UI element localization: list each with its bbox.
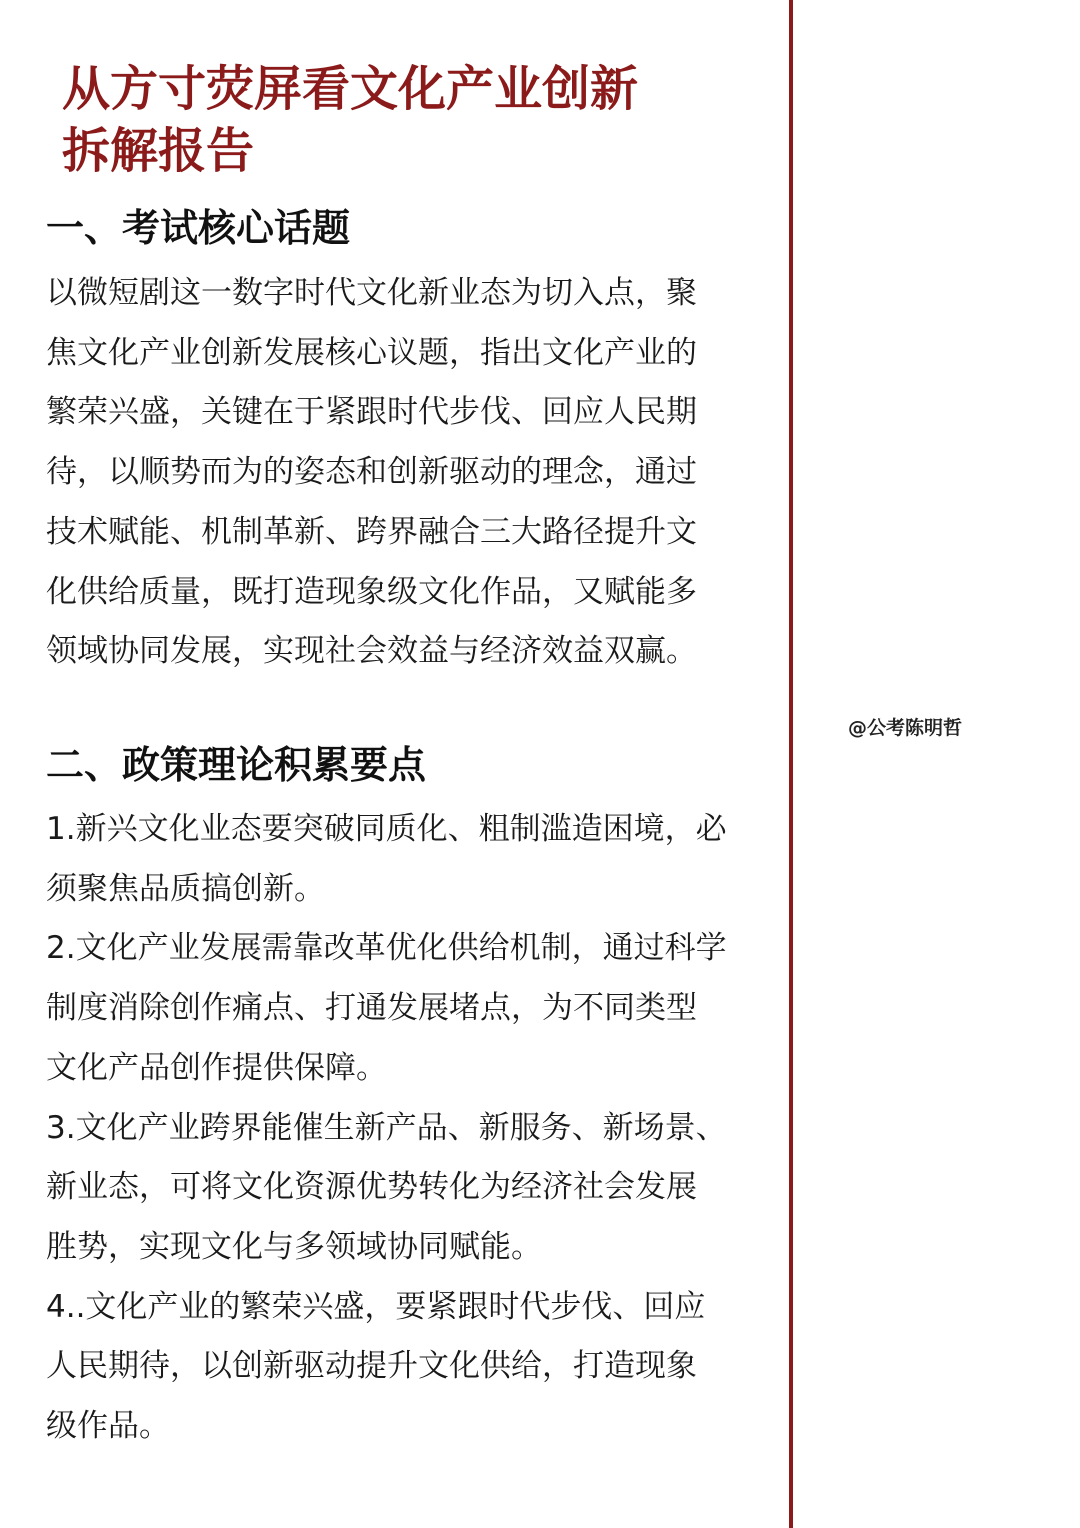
section-2-body bbox=[46, 800, 766, 1457]
section-1-body bbox=[46, 264, 766, 682]
author-watermark: @公考陈明哲 bbox=[848, 717, 963, 739]
section-2-line: 级作品。 bbox=[46, 1408, 170, 1445]
section-2-line: 4..文化产业的繁荣兴盛，要紧跟时代步伐、回应 bbox=[46, 1288, 706, 1325]
section-1-line: 技术赋能、机制革新、跨界融合三大路径提升文 bbox=[46, 513, 697, 550]
title-line-2: 拆解报告 bbox=[62, 123, 255, 179]
section-2-line: 人民期待，以创新驱动提升文化供给，打造现象 bbox=[46, 1348, 697, 1385]
section-2-line: 3.文化产业跨界能催生新产品、新服务、新场景、 bbox=[46, 1109, 727, 1146]
section-2-line: 胜势，实现文化与多领域协同赋能。 bbox=[46, 1228, 542, 1265]
section-2-line: 1.新兴文化业态要突破同质化、粗制滥造困境，必 bbox=[46, 811, 727, 847]
section-1-line: 以微短剧这一数字时代文化新业态为切入点，聚 bbox=[46, 275, 697, 311]
section-1-line: 待，以顺势而为的姿态和创新驱动的理念，通过 bbox=[46, 454, 697, 491]
section-2-line: 新业态，可将文化资源优势转化为经济社会发展 bbox=[46, 1169, 697, 1206]
section-2-line: 文化产品创作提供保障。 bbox=[46, 1049, 387, 1086]
vertical-accent-line bbox=[789, 0, 793, 1528]
section-2-line: 须聚焦品质搞创新。 bbox=[46, 870, 325, 907]
section-1-line: 繁荣兴盛，关键在于紧跟时代步伐、回应人民期 bbox=[46, 394, 697, 431]
section-2-line: 2.文化产业发展需靠改革优化供给机制，通过科学 bbox=[46, 930, 727, 967]
section-1-heading: 一、考试核心话题 bbox=[46, 206, 351, 250]
section-2-line: 制度消除创作痛点、打通发展堵点，为不同类型 bbox=[46, 990, 697, 1027]
section-2-heading: 二、政策理论积累要点 bbox=[46, 743, 427, 787]
section-1-line: 化供给质量，既打造现象级文化作品，又赋能多 bbox=[46, 573, 697, 610]
section-1-line: 焦文化产业创新发展核心议题，指出文化产业的 bbox=[46, 334, 697, 371]
page-title bbox=[62, 58, 762, 182]
title-line-1: 从方寸荧屏看文化产业创新 bbox=[62, 61, 639, 117]
section-1-line: 领域协同发展，实现社会效益与经济效益双赢。 bbox=[46, 633, 697, 670]
